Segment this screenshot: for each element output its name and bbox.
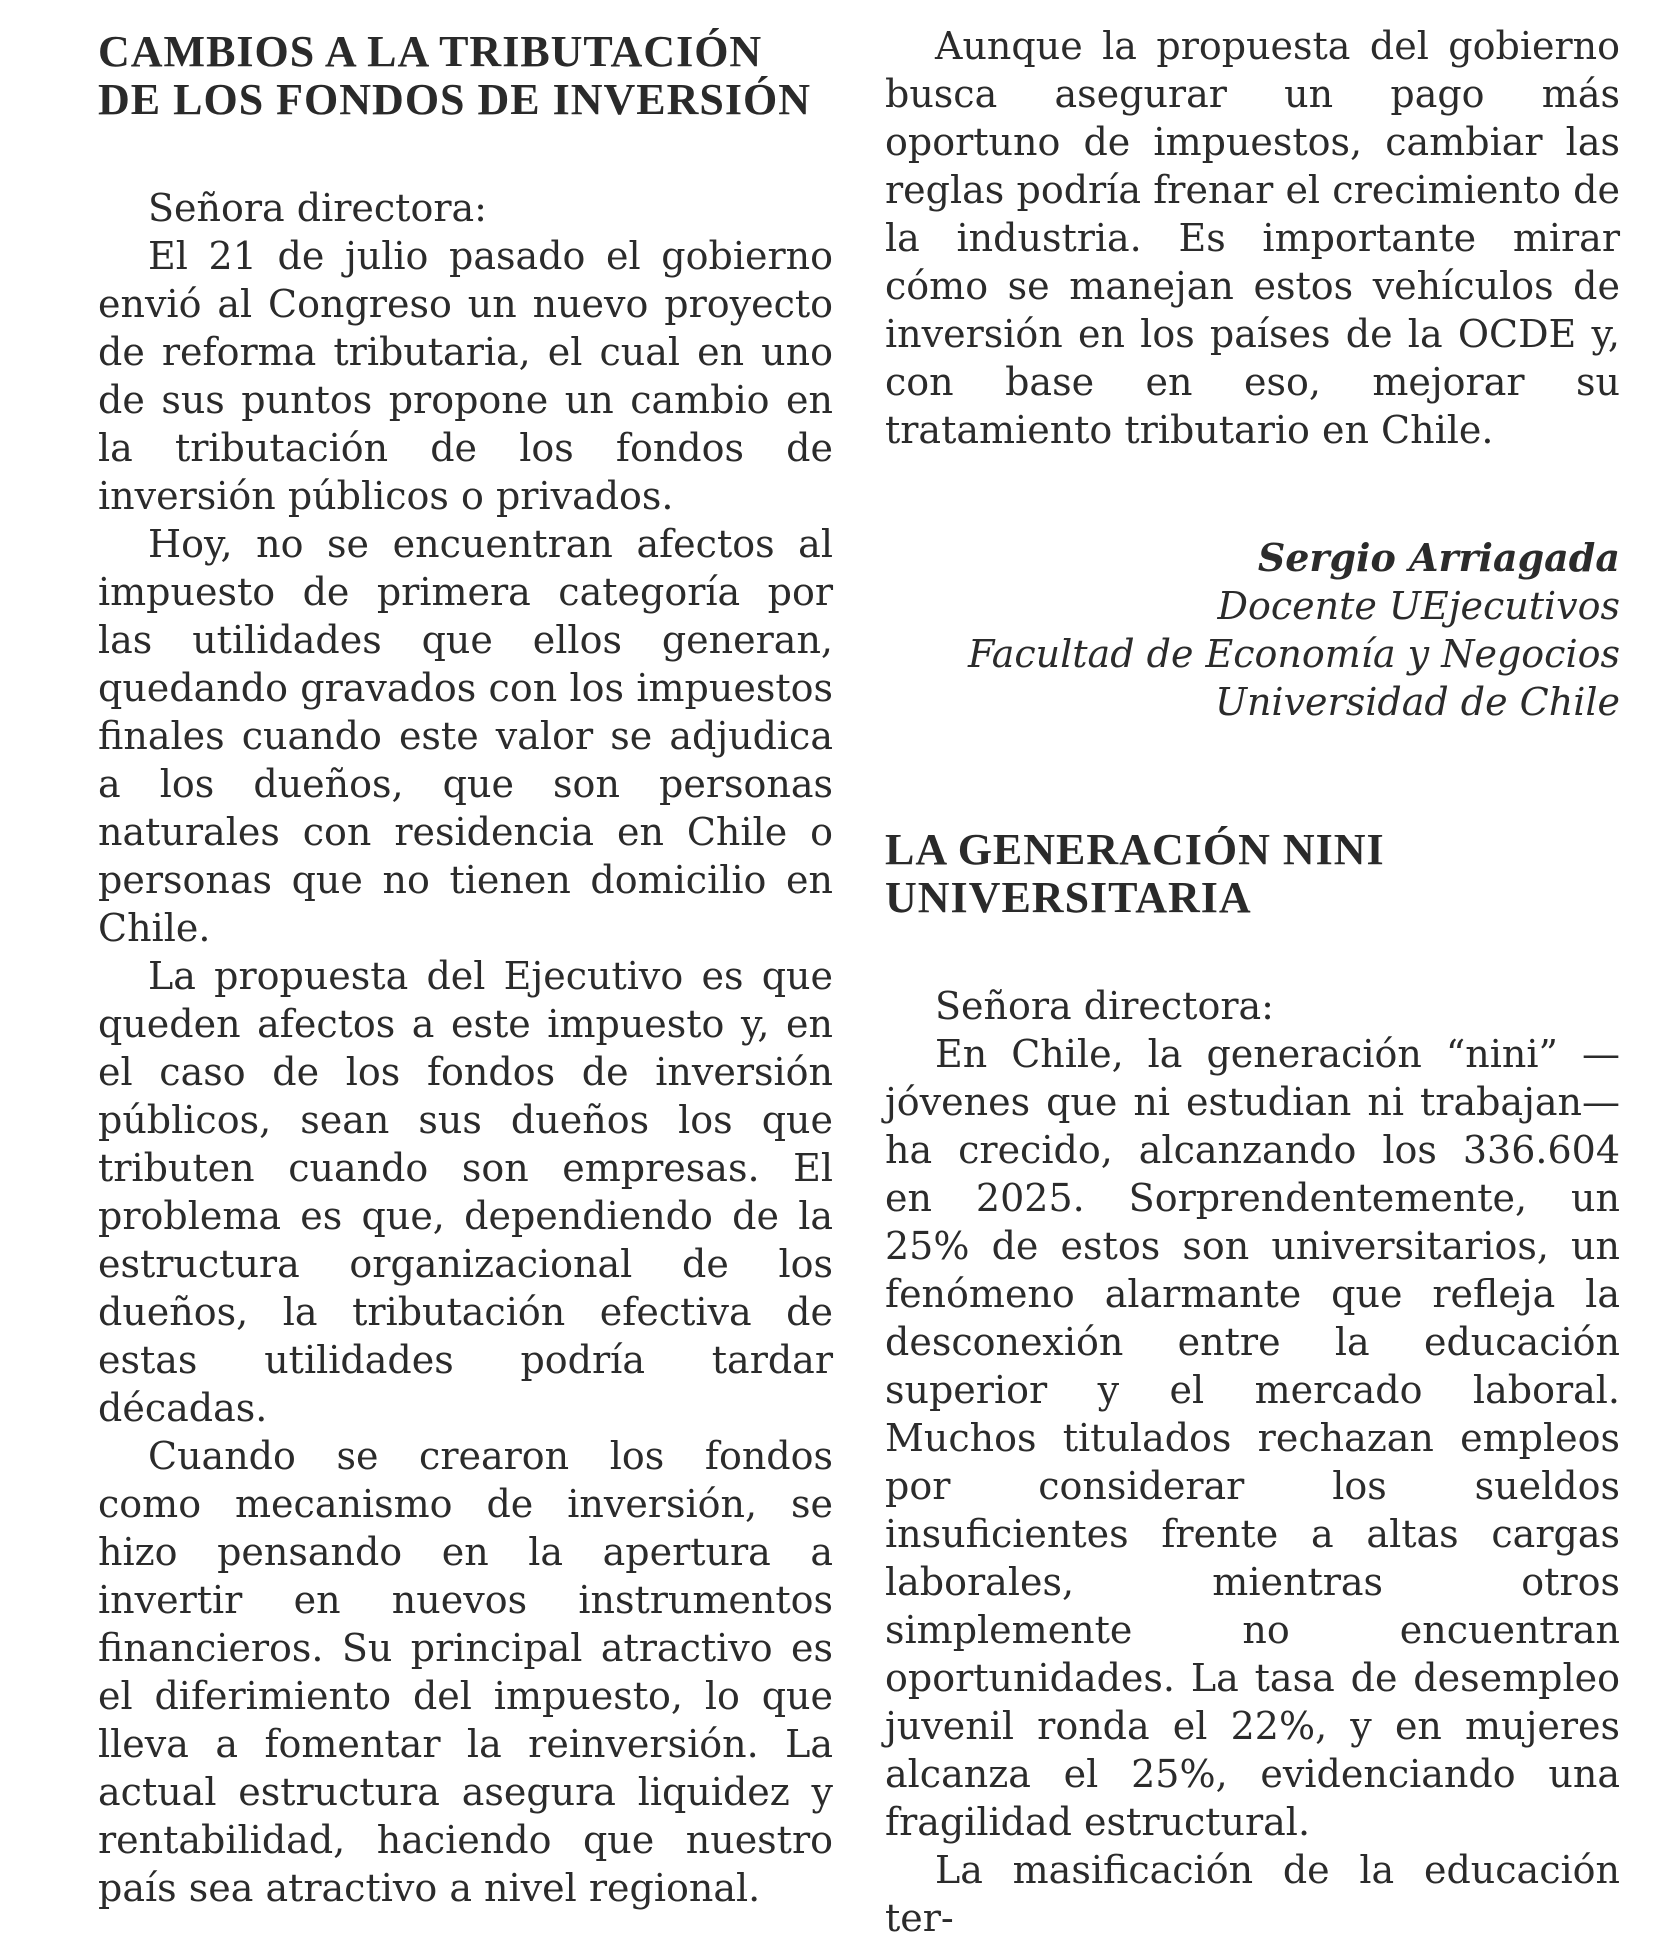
signature-faculty: Facultad de Economía y Negocios [967, 632, 1620, 676]
letter2-salutation: Señora directora: [935, 984, 1274, 1028]
signature-role: Docente UEjecutivos [1217, 584, 1620, 628]
right-column [885, 22, 1620, 1942]
letter1-paragraph-5: Aunque la propuesta del gobierno busca asegurar un pago más oportuno de impuestos, cambiar las reglas podría frenar el crecimiento de la industria. Es importante mirar cómo se manejan estos vehículos de inversión en los países de la OCDE y, con base en eso, mejorar su tratamiento tributario en Chile. [885, 24, 1620, 452]
left-column [98, 22, 833, 1912]
signature-name: Sergio Arriagada [1257, 535, 1620, 580]
letter1-title: CAMBIOS A LA TRIBUTACIÓN DE LOS FONDOS DE INVERSIÓN [98, 27, 812, 124]
letter1-signature [885, 534, 1620, 726]
letter1-paragraph-4: Cuando se crearon los fondos como mecanismo de inversión, se hizo pensando en la apertura a invertir en nuevos instrumentos financieros. Su principal atractivo es el diferimiento del impuesto, lo que lleva a fomentar la reinversión. La actual estructura asegura liquidez y rentabilidad, haciendo que nuestro país sea atractivo a nivel regional. [98, 1434, 833, 1910]
letter2-paragraph-1: En Chile, la generación “nini” —jóvenes que ni estudian ni trabajan— ha crecido, alcanzando los 336.604 en 2025. Sorprendentemente, un 25% de estos son universitarios, un fenómeno alarmante que refleja la desconexión entre la educación superior y el mercado laboral. Muchos titulados rechazan empleos por considerar los sueldos insuficientes frente a altas cargas laborales, mientras otros simplemente no encuentran oportunidades. La tasa de desempleo juvenil ronda el 22%, y en mujeres alcanza el 25%, evidenciando una fragilidad estructural. [885, 1032, 1620, 1844]
letter2-paragraph-2: La masificación de la educación ter- [885, 1848, 1620, 1940]
letter2-title: LA GENERACIÓN NINI UNIVERSITARIA [885, 825, 1385, 922]
letter1-paragraph-1: El 21 de julio pasado el gobierno envió al Congreso un nuevo proyecto de reforma tributaria, el cual en uno de sus puntos propone un cambio en la tributación de los fondos de inversión públicos o privados. [98, 234, 833, 518]
letter1-paragraph-3: La propuesta del Ejecutivo es que queden afectos a este impuesto y, en el caso de los fondos de inversión públicos, sean sus dueños los que tributen cuando son empresas. El problema es que, dependiendo de la estructura organizacional de los dueños, la tributación efectiva de estas utilidades podría tardar décadas. [98, 954, 833, 1430]
letter1-paragraph-2: Hoy, no se encuentran afectos al impuesto de primera categoría por las utilidades que ellos generan, quedando gravados con los impuestos finales cuando este valor se adjudica a los dueños, que son personas naturales con residencia en Chile o personas que no tienen domicilio en Chile. [98, 522, 833, 950]
signature-university: Universidad de Chile [1214, 680, 1620, 724]
letter1-salutation: Señora directora: [148, 186, 487, 230]
